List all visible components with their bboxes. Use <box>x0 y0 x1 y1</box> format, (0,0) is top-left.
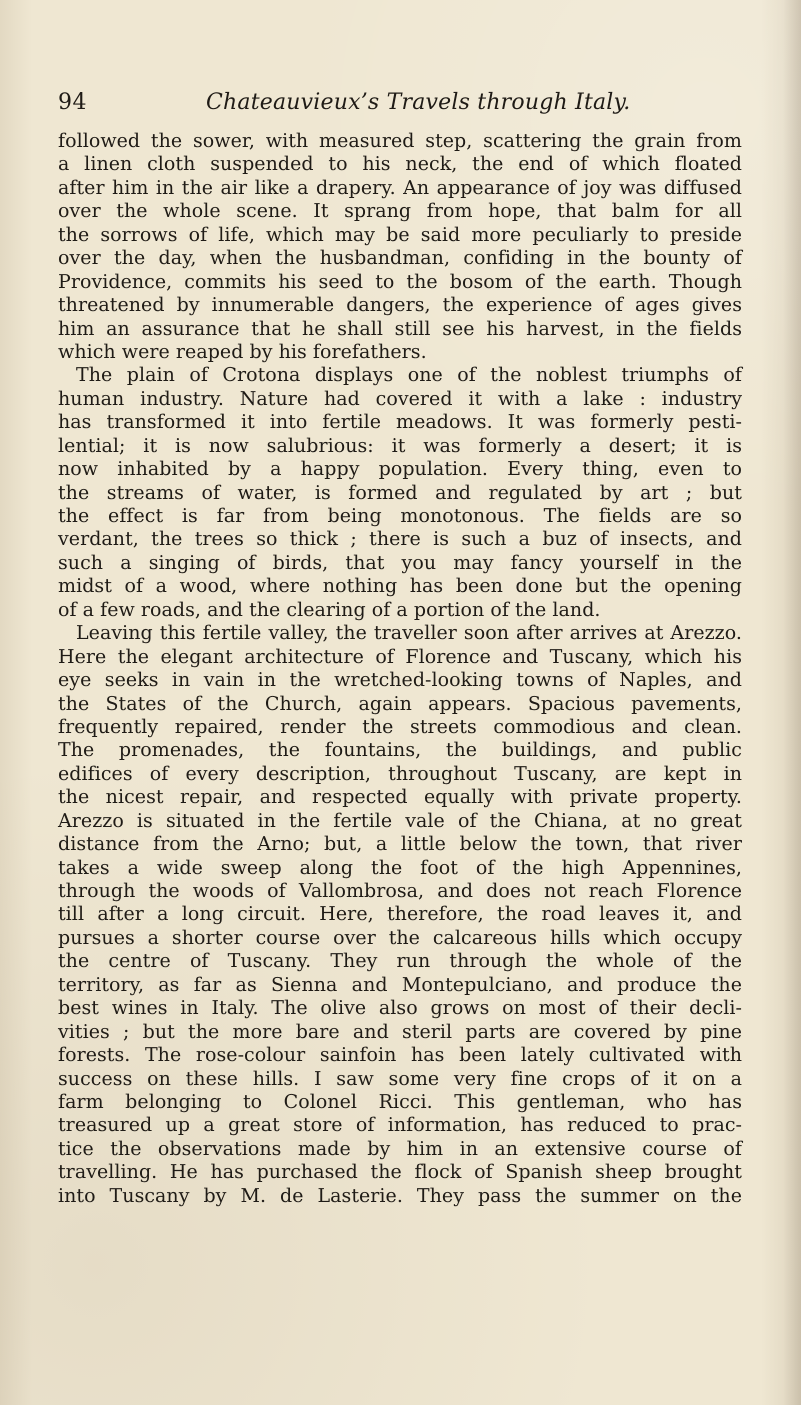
page-number: 94 <box>58 90 87 115</box>
text-line: threatened by innumerable dangers, the experience of ages gives <box>58 294 742 317</box>
text-line: of a few roads, and the clearing of a portion of the land. <box>58 598 601 621</box>
text-line: farm belonging to Colonel Ricci. This gentleman, who has <box>58 1090 742 1113</box>
text-line: verdant, the trees so thick ; there is such a buz of insects, and <box>58 528 742 551</box>
text-line: tice the observations made by him in an extensive course of <box>58 1137 742 1160</box>
text-line: till after a long circuit. Here, therefore, the road leaves it, and <box>58 903 742 926</box>
text-line: travelling. He has purchased the flock of Spanish sheep brought <box>58 1161 742 1184</box>
text-line: Here the elegant architecture of Florence and Tuscany, which his <box>58 645 742 668</box>
text-line: treasured up a great store of information, has reduced to prac- <box>58 1114 742 1137</box>
text-line: such a singing of birds, that you may fancy yourself in the <box>58 551 742 574</box>
text-line: Providence, commits his seed to the bosom of the earth. Though <box>58 270 742 293</box>
running-title: Chateauvieux’s Travels through Italy. <box>206 90 631 115</box>
text-line: vities ; but the more bare and steril parts are covered by pine <box>58 1020 742 1043</box>
text-line: human industry. Nature had covered it with a lake : industry <box>58 387 742 410</box>
text-line: which were reaped by his forefathers. <box>58 340 427 363</box>
text-line: Arezzo is situated in the fertile vale of the Chiana, at no great <box>58 809 742 832</box>
text-line: success on these hills. I saw some very fine crops of it on a <box>58 1067 742 1090</box>
text-line: territory, as far as Sienna and Montepulciano, and produce the <box>58 973 742 996</box>
text-line: takes a wide sweep along the foot of the high Appennines, <box>58 856 742 879</box>
text-line: over the day, when the husbandman, confiding in the bounty of <box>58 247 742 270</box>
text-line: him an assurance that he shall still see his harvest, in the fields <box>58 317 742 340</box>
paragraph-first-line: Leaving this fertile valley, the traveller soon after arrives at Arezzo. <box>76 622 742 645</box>
text-line: forests. The rose-colour sainfoin has been lately cultivated with <box>58 1044 742 1067</box>
page-header <box>58 90 742 120</box>
text-line: over the whole scene. It sprang from hope, that balm for all <box>58 200 742 223</box>
text-line: after him in the air like a drapery. An appearance of joy was diffused <box>58 176 742 199</box>
text-line: the effect is far from being monotonous. The fields are so <box>58 505 742 527</box>
text-line: the streams of water, is formed and regulated by art ; but <box>58 481 742 504</box>
text-line: a linen cloth suspended to his neck, the end of which floated <box>58 153 742 176</box>
text-line: the States of the Church, again appears. Spacious pavements, <box>58 692 742 715</box>
text-line: midst of a wood, where nothing has been done but the opening <box>58 575 742 598</box>
text-line: the centre of Tuscany. They run through the whole of the <box>58 950 742 973</box>
text-line: edifices of every description, throughout Tuscany, are kept in <box>58 762 742 785</box>
body-text <box>58 130 742 1208</box>
paragraph-first-line: The plain of Crotona displays one of the noblest triumphs of <box>76 364 742 387</box>
text-line: The promenades, the fountains, the buildings, and public <box>58 739 742 762</box>
text-line: best wines in Italy. The olive also grows on most of their decli- <box>58 997 742 1020</box>
text-line: eye seeks in vain in the wretched-looking towns of Naples, and <box>58 669 742 692</box>
text-line: frequently repaired, render the streets commodious and clean. <box>58 715 742 738</box>
text-line: into Tuscany by M. de Lasterie. They pass the summer on the <box>58 1184 742 1207</box>
text-line: the nicest repair, and respected equally with private property. <box>58 786 742 809</box>
text-line: pursues a shorter course over the calcareous hills which occupy <box>58 926 742 949</box>
text-line: the sorrows of life, which may be said more peculiarly to preside <box>58 223 742 246</box>
text-line: has transformed it into fertile meadows. It was formerly pesti- <box>58 411 742 434</box>
text-line: distance from the Arno; but, a little below the town, that river <box>58 833 742 856</box>
text-line: lential; it is now salubrious: it was formerly a desert; it is <box>58 434 742 457</box>
page-edge-shadow <box>783 0 801 1405</box>
text-line: followed the sower, with measured step, scattering the grain from <box>58 130 742 152</box>
text-line: now inhabited by a happy population. Every thing, even to <box>58 458 742 481</box>
text-line: through the woods of Vallombrosa, and does not reach Florence <box>58 880 742 902</box>
